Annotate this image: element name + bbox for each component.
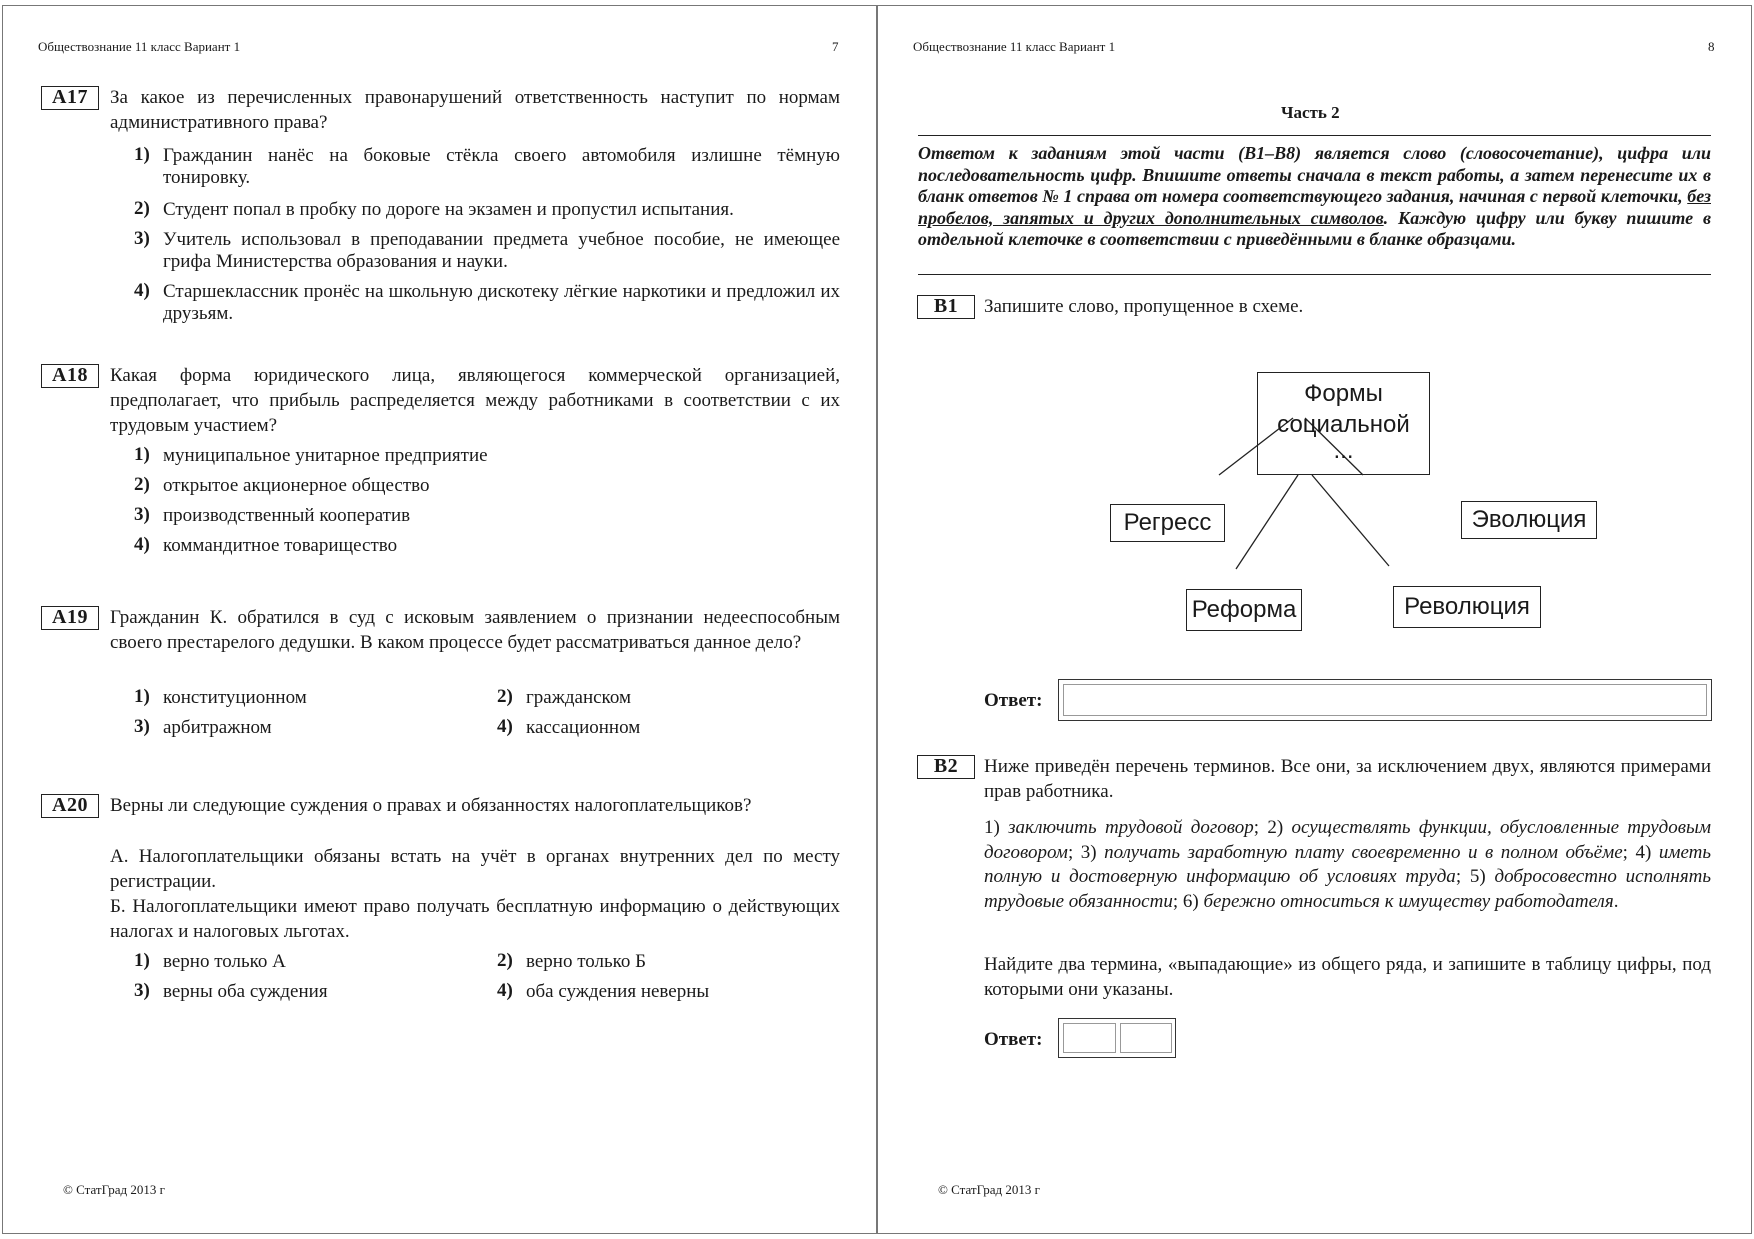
page-number: 7 <box>832 39 839 54</box>
question-text-a20: Верны ли следующие суждения о правах и обязанностях налогоплательщиков? <box>110 795 752 816</box>
scheme-node-reform: Реформа <box>1186 589 1302 631</box>
answer-cell-2[interactable] <box>1120 1023 1172 1053</box>
term-number: 2) <box>1267 817 1284 838</box>
option-number: 3) <box>134 716 150 737</box>
option-text: Студент попал в пробку по дороге на экзамен и пропустил испытания. <box>163 199 734 220</box>
page-header: Обществознание 11 класс Вариант 1 <box>38 39 241 54</box>
instructions-underlined: без пробелов, запятых и других дополнительных символов <box>918 186 1711 228</box>
option-number: 3) <box>134 504 150 525</box>
statement-b: Б. Налогоплательщики имеют право получать бесплатную информацию о действующих налогах и налоговых льготах. <box>110 896 840 942</box>
question-text-b2: Ниже приведён перечень терминов. Все они, за исключением двух, являются примерами прав работника. <box>984 756 1711 802</box>
option-number: 3) <box>134 228 150 249</box>
option-text: производственный кооператив <box>163 505 411 526</box>
option-text: Гражданин нанёс на боковые стёкла своего автомобиля излишне тёмную тонировку. <box>163 145 840 188</box>
option-number: 4) <box>497 716 513 737</box>
page-footer: © СтатГрад 2013 г <box>63 1182 165 1197</box>
scheme-center-box <box>1257 372 1430 475</box>
option-number: 2) <box>497 686 513 707</box>
option-number: 3) <box>134 980 150 1001</box>
question-id-a20: A20 <box>41 794 99 818</box>
scheme-node-evolution: Эволюция <box>1461 501 1597 539</box>
option-text: коммандитное товарищество <box>163 535 398 556</box>
option-number: 4) <box>134 280 150 301</box>
option-number: 1) <box>134 950 150 971</box>
option-text: открытое акционерное общество <box>163 475 430 496</box>
option-text: кассационном <box>526 717 641 738</box>
part-title: Часть 2 <box>1281 103 1340 122</box>
option-text: конституционном <box>163 687 307 708</box>
term-text: иметь полную и достоверную информацию об условиях труда <box>984 841 1712 887</box>
answer-cells-b2 <box>1058 1018 1176 1058</box>
term-text: заключить трудовой договор <box>1008 817 1254 838</box>
term-text: бережно относиться к имуществу работодателя <box>1203 890 1614 912</box>
instructions-tail: . Каждую цифру или букву пишите в отдельной клеточке в соответствии с приведёнными в бланке образцами. <box>918 207 1711 249</box>
page-footer: © СтатГрад 2013 г <box>938 1182 1040 1197</box>
scheme-center-line: социальной <box>1277 411 1410 438</box>
term-number: 3) <box>1080 841 1097 863</box>
scheme-center-line: ... <box>1333 437 1354 464</box>
option-text: гражданском <box>526 687 631 708</box>
option-text: оба суждения неверны <box>526 981 710 1002</box>
term-number: 1) <box>984 817 1000 838</box>
answer-cell-1[interactable] <box>1063 1023 1116 1053</box>
question-id-a17: A17 <box>41 86 99 110</box>
statement-a: А. Налогоплательщики обязаны встать на учёт в органах внутренних дел по месту регистрации. <box>110 846 840 892</box>
scheme-node-revolution: Революция <box>1393 586 1541 628</box>
answer-label-b2: Ответ: <box>984 1029 1043 1050</box>
question-id-a18: A18 <box>41 364 99 388</box>
option-number: 2) <box>497 950 513 971</box>
right-page <box>877 5 1752 1234</box>
option-number: 1) <box>134 444 150 465</box>
instructions-text: Ответом к заданиям этой части (В1–В8) является слово (словосочетание), цифра или последовательность цифр. Впишите ответы сначала в текст работы, а затем перенесите их в бланк ответов № 1 справа от номера соответствующего задания, начиная с первой клеточки, <box>918 143 1711 206</box>
option-number: 2) <box>134 474 150 495</box>
option-text: муниципальное унитарное предприятие <box>163 445 488 466</box>
question-text-b1: Запишите слово, пропущенное в схеме. <box>984 296 1304 317</box>
term-number: 4) <box>1635 841 1652 863</box>
answer-field-b1[interactable] <box>1058 679 1712 721</box>
option-number: 1) <box>134 686 150 707</box>
question-id-a19: A19 <box>41 606 99 630</box>
scheme-node-regress: Регресс <box>1110 504 1225 542</box>
scheme-connectors <box>878 6 1753 706</box>
question-id-b2: В2 <box>917 755 975 779</box>
question-text-a17: За какое из перечисленных правонарушений ответственность наступит по нормам административного права? <box>110 87 840 133</box>
option-number: 4) <box>497 980 513 1001</box>
term-text: осуществлять функции, обусловленные трудовым договором <box>984 817 1712 863</box>
page-header: Обществознание 11 класс Вариант 1 <box>913 39 1116 54</box>
connector-revolution <box>1312 475 1389 566</box>
b2-task-text: Найдите два термина, «выпадающие» из общего ряда, и запишите в таблицу цифры, под которыми они указаны. <box>984 954 1711 1000</box>
option-text: Старшеклассник пронёс на школьную дискотеку лёгкие наркотики и предложил их друзьям. <box>163 281 840 324</box>
option-text: верно только Б <box>526 951 647 972</box>
option-number: 4) <box>134 534 150 555</box>
term-text: добросовестно исполнять трудовые обязанности <box>984 866 1712 912</box>
terms-list: 1) заключить трудовой договор; 2) осуществлять функции, обусловленные трудовым договором; 3) получать заработную плату своевременно и в полном объёме; 4) иметь полную и достоверную информацию об условиях труда; 5) добросовестно исполнять трудовые обязанности; 6) бережно относиться к имуществу работодателя. <box>984 817 1712 912</box>
option-text: верно только А <box>163 951 286 972</box>
term-number: 6) <box>1182 890 1199 912</box>
option-text: арбитражном <box>163 717 272 738</box>
connector-reform <box>1236 475 1298 569</box>
page-number: 8 <box>1708 39 1715 54</box>
question-text-a19: Гражданин К. обратился в суд с исковым заявлением о признании недееспособным своего престарелого дедушки. В каком процессе будет рассматриваться данное дело? <box>110 607 840 653</box>
answer-field-inner <box>1063 684 1707 716</box>
option-number: 2) <box>134 198 150 219</box>
answer-label-b1: Ответ: <box>984 690 1043 711</box>
question-id-b1: В1 <box>917 295 975 319</box>
option-text: Учитель использовал в преподавании предмета учебное пособие, не имеющее грифа Министерства образования и науки. <box>163 229 840 272</box>
question-text-a18: Какая форма юридического лица, являющегося коммерческой организацией, предполагает, что прибыль распределяется между работниками в соответствии с их трудовым участием? <box>110 365 840 436</box>
scheme-center-line: Формы <box>1304 380 1383 407</box>
option-text: верны оба суждения <box>163 981 328 1002</box>
left-page <box>2 5 877 1234</box>
term-number: 5) <box>1469 866 1486 887</box>
term-text: получать заработную плату своевременно и в полном объёме <box>1104 841 1623 863</box>
option-number: 1) <box>134 144 150 165</box>
